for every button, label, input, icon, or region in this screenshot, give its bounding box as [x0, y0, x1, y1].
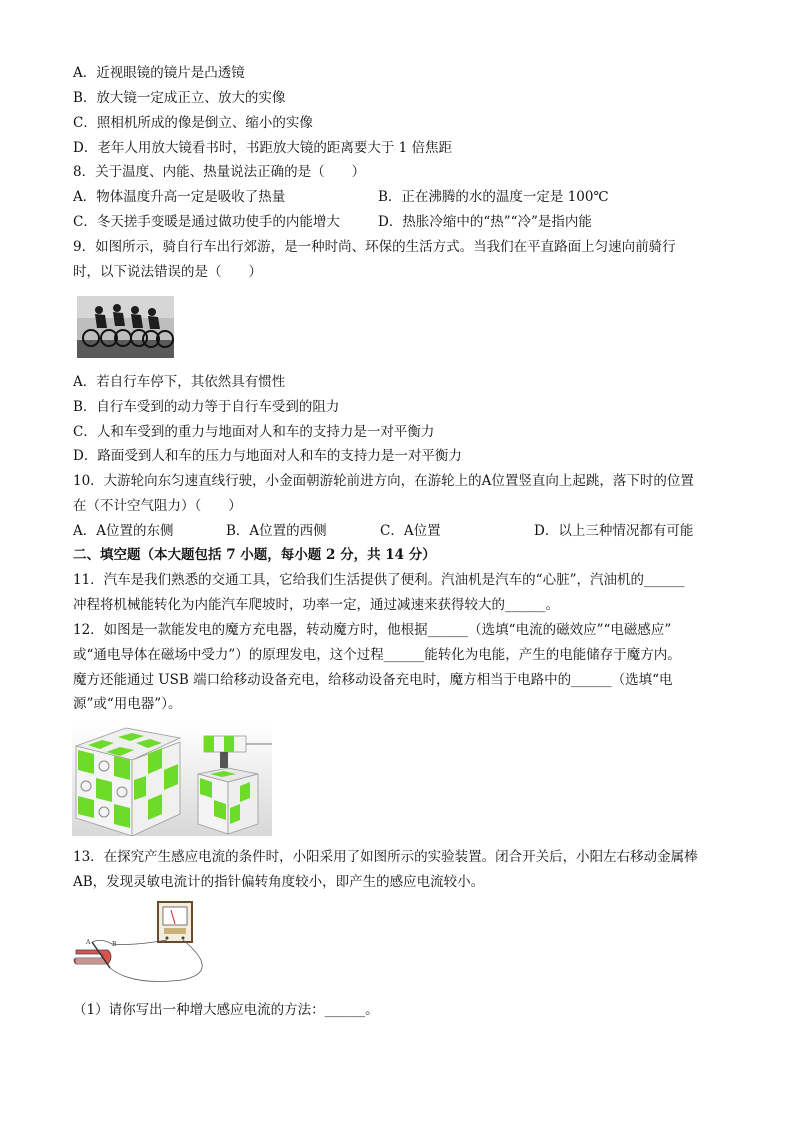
q8-option-a: A．物体温度升高一定是吸收了热量	[73, 189, 286, 205]
q13-sub1: （1）请你写出一种增大感应电流的方法：______。	[73, 1002, 379, 1018]
q7-option-b: B．放大镜一定成正立、放大的实像	[73, 90, 286, 106]
q8-option-d: D．热胀冷缩中的“热”“冷”是指内能	[378, 214, 592, 230]
q9-stem-line1: 9．如图所示，骑自行车出行郊游，是一种时尚、环保的生活方式。当我们在平直路面上匀速向前骑行	[73, 239, 676, 255]
q9-option-a: A．若自行车停下，其依然具有惯性	[73, 374, 286, 390]
q11-line1: 11．汽车是我们熟悉的交通工具，它给我们生活提供了便利。汽油机是汽车的“心脏”，汽油机的______	[73, 572, 685, 588]
q12-line3: 魔方还能通过 USB 端口给移动设备充电，给移动设备充电时，魔方相当于电路中的______（选填“电	[73, 672, 673, 688]
label-a: A	[86, 939, 91, 946]
q13-line2: AB，发现灵敏电流计的指针偏转角度较小，即产生的感应电流较小。	[73, 874, 485, 890]
q10-option-a: A．A位置的东侧	[73, 523, 174, 539]
cyclists-image	[77, 296, 174, 358]
q9-stem-line2: 时，以下说法错误的是（ ）	[73, 264, 262, 280]
q7-option-c: C．照相机所成的像是倒立、缩小的实像	[73, 115, 313, 131]
q10-stem-line2: 在（不计空气阻力）（ ）	[73, 498, 242, 514]
q9-option-b: B．自行车受到的动力等于自行车受到的阻力	[73, 399, 340, 415]
q12-line4: 源”或“用电器”）。	[73, 696, 182, 712]
q8-stem: 8．关于温度、内能、热量说法正确的是（ ）	[73, 164, 366, 180]
q7-option-d: D．老年人用放大镜看书时，书距放大镜的距离要大于 1 倍焦距	[73, 140, 452, 156]
induction-experiment-image	[72, 898, 248, 988]
q12-line1: 12．如图是一款能发电的魔方充电器，转动魔方时，他根据______（选填“电流的磁效应”“电磁感应”	[73, 622, 672, 638]
q9-option-d: D．路面受到人和车的压力与地面对人和车的支持力是一对平衡力	[73, 448, 462, 464]
q10-stem-line1: 10．大游轮向东匀速直线行驶，小金面朝游轮前进方向，在游轮上的A位置竖直向上起跳，落下时的位置	[73, 473, 694, 489]
section-2-heading: 二、填空题（本大题包括 7 小题，每小题 2 分，共 14 分）	[73, 547, 436, 563]
q8-option-c: C．冬天搓手变暖是通过做功使手的内能增大	[73, 214, 340, 230]
q7-option-a: A．近视眼镜的镜片是凸透镜	[73, 65, 245, 81]
magic-cube-charger-image	[72, 724, 272, 836]
q8-option-b: B．正在沸腾的水的温度一定是 100℃	[378, 189, 609, 205]
q10-option-c: C．A位置	[380, 523, 441, 539]
q10-option-d: D．以上三种情况都有可能	[534, 523, 694, 539]
q10-option-b: B．A位置的西侧	[226, 523, 327, 539]
q9-option-c: C．人和车受到的重力与地面对人和车的支持力是一对平衡力	[73, 424, 435, 440]
q13-line1: 13．在探究产生感应电流的条件时，小阳采用了如图所示的实验装置。闭合开关后，小阳左右移动金属棒	[73, 849, 698, 865]
q11-line2: 冲程将机械能转化为内能汽车爬坡时，功率一定，通过减速来获得较大的______。	[73, 597, 559, 613]
label-b: B	[112, 941, 117, 948]
q12-line2: 或“通电导体在磁场中受力”）的原理发电，这个过程______能转化为电能，产生的电能储存于魔方内。	[73, 647, 681, 663]
